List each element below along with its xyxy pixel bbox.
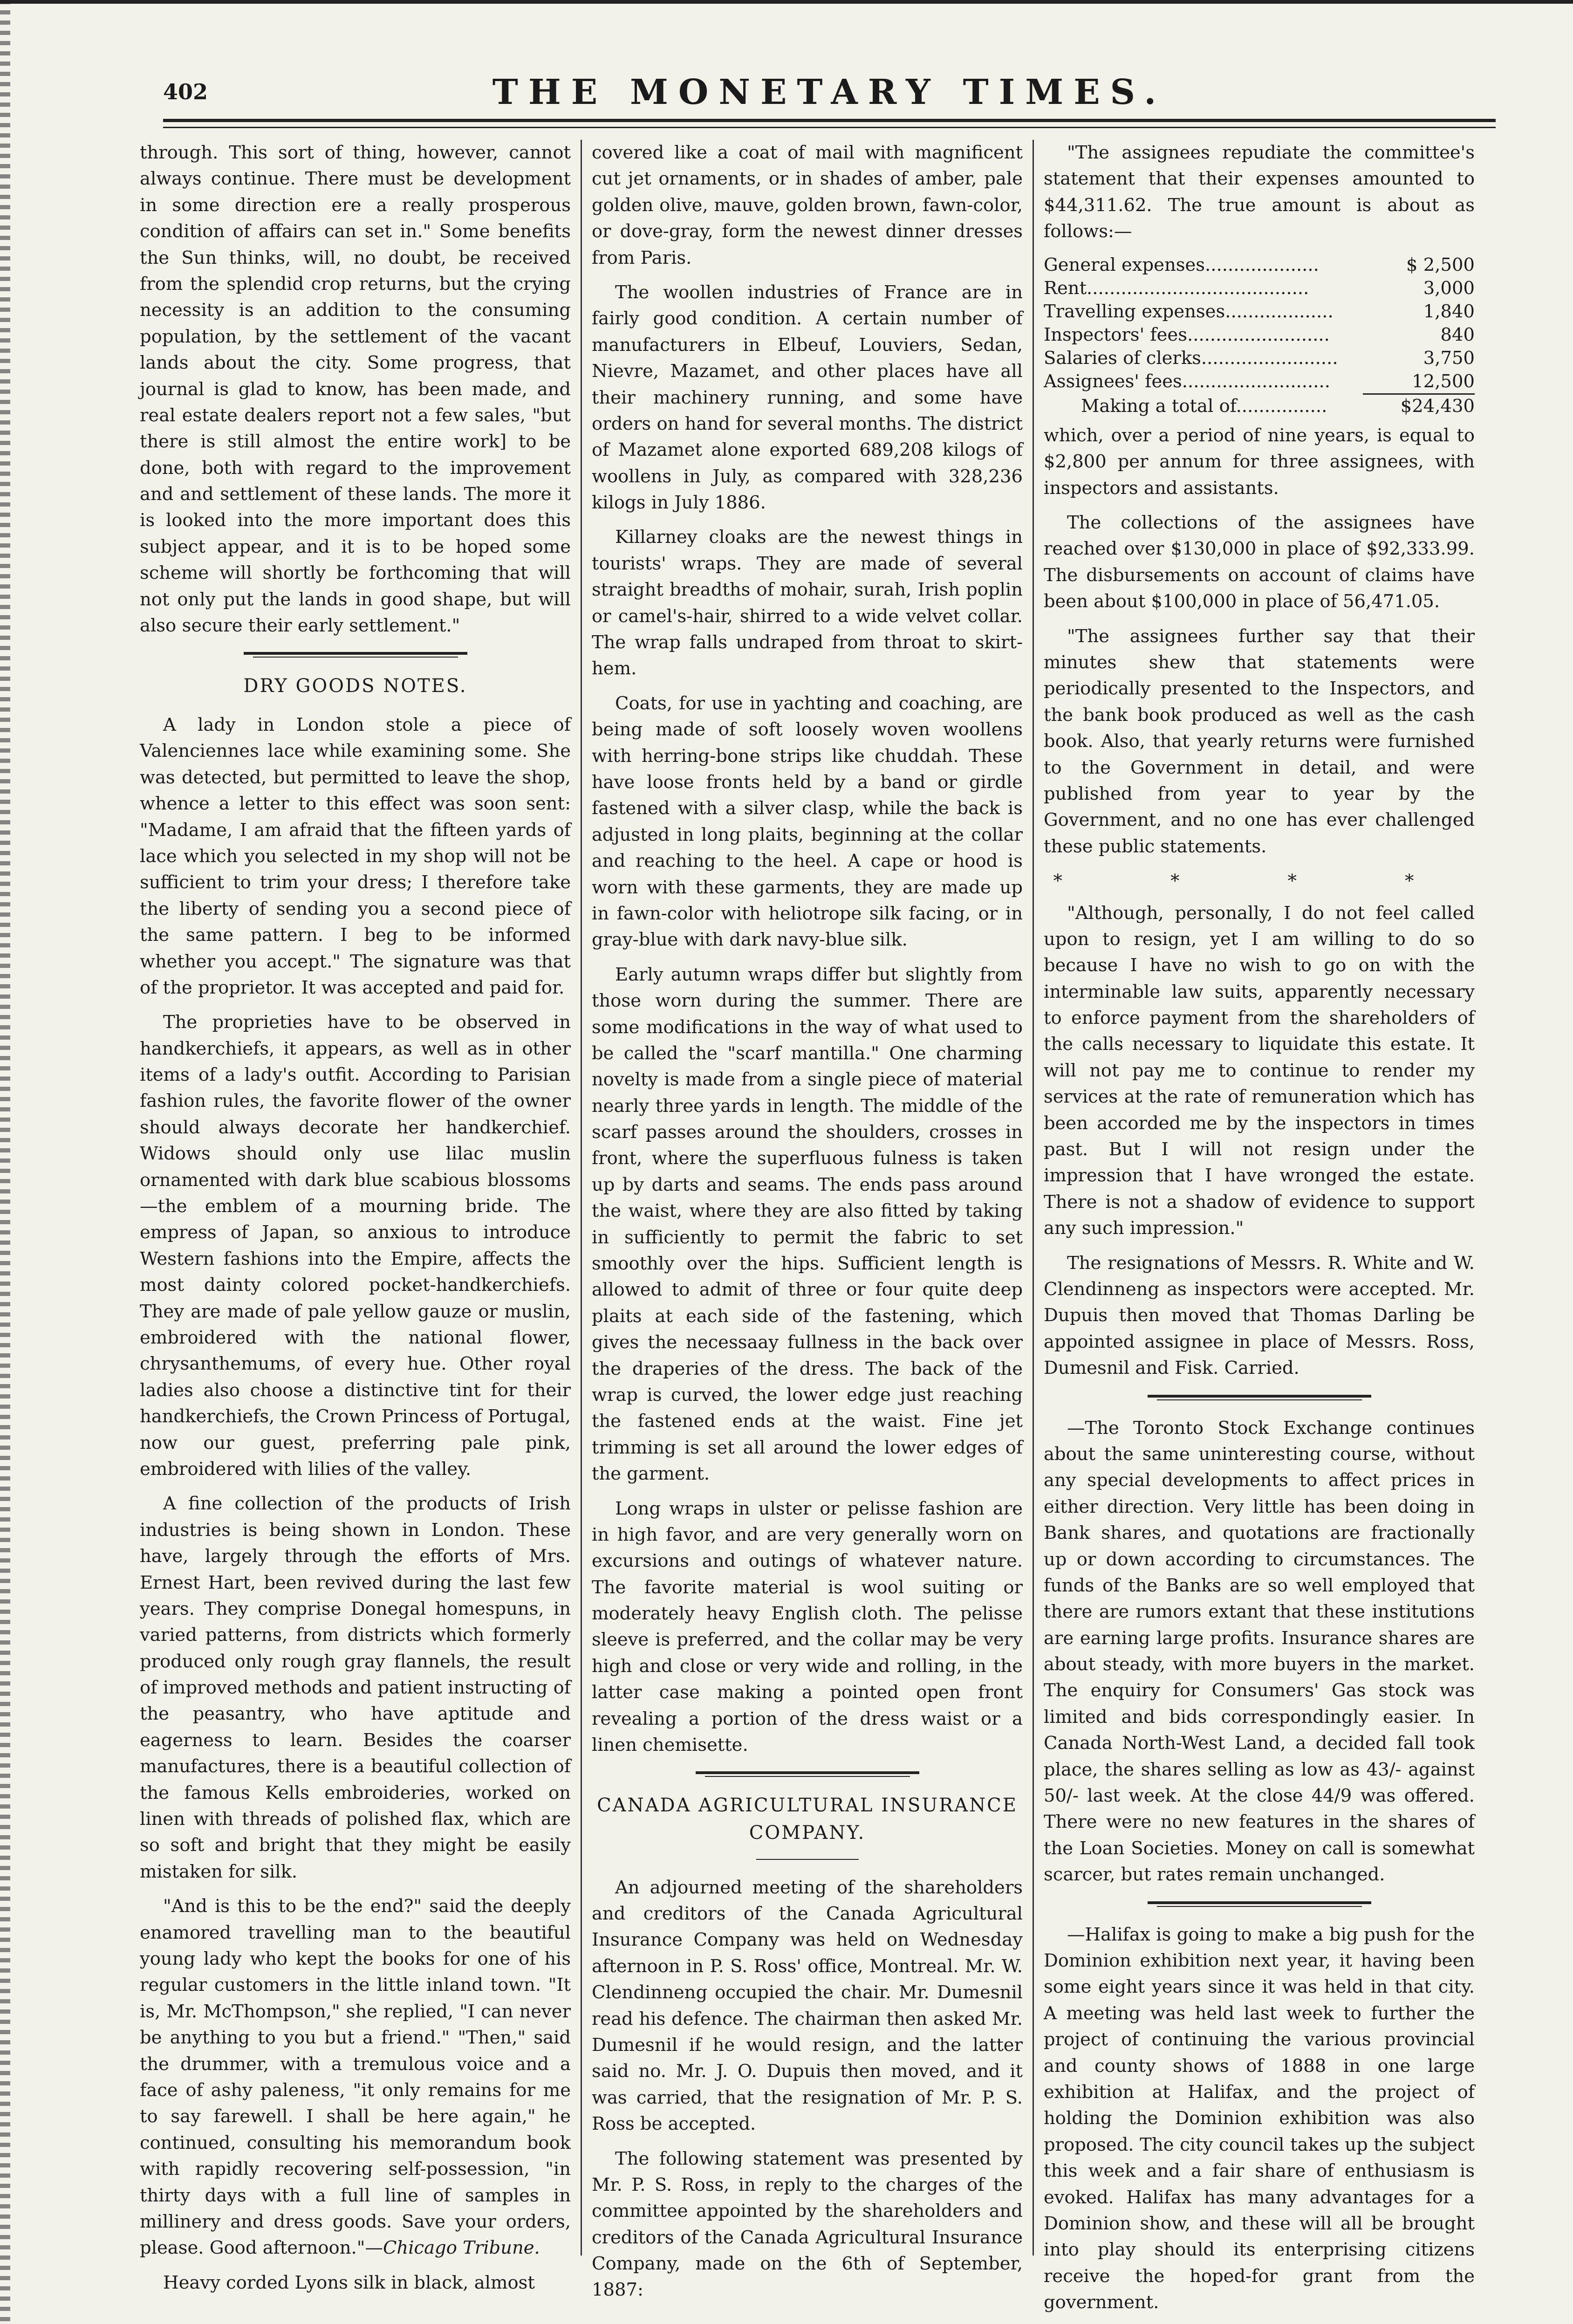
total-label: Making a total of................ (1081, 395, 1327, 417)
header-rule-thick (163, 119, 1496, 122)
ellipsis-stars: * * * * (1053, 871, 1465, 892)
expense-amount: 3,000 (1423, 277, 1475, 299)
article-paragraph: Killarney cloaks are the newest things in tourists' wraps. They are made of several straight breadths of mohair, surah, Irish poplin or camel's-hair, shirred to a wide velvet collar. The wrap falls undraped from throat to skirt-hem. (592, 527, 1023, 679)
table-row (1044, 323, 1475, 347)
expense-label: Rent....................................... (1044, 277, 1309, 299)
table-row (1044, 254, 1475, 277)
header-rule-thin (163, 127, 1496, 128)
expense-label: Travelling expenses................... (1044, 301, 1334, 322)
expense-amount: 840 (1440, 324, 1475, 345)
table-row (1044, 300, 1475, 323)
article-paragraph: Early autumn wraps differ but slightly from those worn during the summer. There are some modifications in the way of what used to be called the "scarf mantilla." One charming novelty is made from a single piece of material nearly three yards in length. The middle of the scarf passes around the shoulders, crosses in front, where the superfluous fulness is taken up by darts and seams. The ends pass around the waist, where they are also fitted by taking in sufficiently to permit the fabric to set smoothly over the hips. Sufficient length is allowed to admit of three or four quite deep plaits at each side of the fastening, which gives the necessaay fullness in the back over the draperies of the dress. The back of the wrap is curved, the lower edge just reaching the fastened ends at the waist. Fine jet trimming is set all around the lower edges of the garment. (592, 964, 1023, 1485)
article-paragraph: —Halifax is going to make a big push for the Dominion exhibition next year, it having been some eight years since it was held in that city. A meeting was held last week to further the project of continuing the various provincial and county shows of 1888 in one large exhibition at Halifax, and the project of holding the Dominion exhibition was also proposed. The city council takes up the subject this week and a fair share of enthusiasm is evoked. Halifax has many advantages for a Dominion show, and these will all be brought into play should its enterprising citizens receive the hoped-for grant from the government. (1044, 1924, 1475, 2313)
article-paragraph: which, over a period of nine years, is equal to $2,800 per annum for three assignees, with inspectors and assistants. (1044, 425, 1475, 499)
expense-label: General expenses.................... (1044, 254, 1319, 275)
article-paragraph: covered like a coat of mail with magnificent cut jet ornaments, or in shades of amber, pale golden olive, mauve, golden brown, fawn-color, or dove-gray, form the newest dinner dresses from Paris. (592, 142, 1023, 268)
article-paragraph: "The assignees further say that their minutes shew that statements were periodically presented to the Inspectors, and the bank book produced as well as the cash book. Also, that yearly returns were furnished to the Government in detail, and were published from year to year by the Government, and no one has ever challenged these public statements. (1044, 625, 1475, 857)
source-citation: Chicago Tribune. (383, 2237, 540, 2259)
article-paragraph: Coats, for use in yachting and coaching, are being made of soft loosely woven woollens with herring-bone strips like chuddah. These have loose fronts held by a band or girdle fastened with a silver clasp, while the back is adjusted in long plaits, beginning at the collar and reaching to the heel. A cape or hood is worn with these garments, they are made up in fawn-color with heliotrope silk facing, or in gray-blue with dark navy-blue silk. (592, 692, 1023, 951)
total-amount: $24,430 (1400, 395, 1475, 417)
section-separator (696, 1771, 919, 1778)
expense-label: Salaries of clerks........................ (1044, 347, 1338, 369)
total-row (1044, 395, 1475, 418)
article-paragraph: "Although, personally, I do not feel called upon to resign, yet I am willing to do so because I have no wish to go on with the interminable law suits, apparently necessary to enforce payment from the shareholders of the calls necessary to liquidate this estate. It will not pay me to continue to render my services at the rate of remuneration which has been accorded me by the inspectors in times past. But I will not resign under the impression that I have wronged the estate. There is not a shadow of evidence to support any such impression." (1044, 902, 1475, 1239)
article-paragraph: A lady in London stole a piece of Valenciennes lace while examining some. She was detected, but permitted to leave the shop, whence a letter to this effect was soon sent: "Madame, I am afraid that the fifteen yards of lace which you selected in my shop will not be sufficient to trim your dress; I therefore take the liberty of sending you a second piece of the same pattern. I beg to be informed whether you accept." The signature was that of the proprietor. It was accepted and paid for. (140, 714, 571, 998)
article-paragraph: through. This sort of thing, however, cannot always continue. There must be development in some direction ere a really prosperous condition of affairs can set in." Some benefits the Sun thinks, will, no doubt, be received from the splendid crop returns, but the crying necessity is an addition to the consuming population, by the settlement of the vacant lands about the city. Some progress, that journal is glad to know, has been made, and real estate dealers report not a few sales, "but there is still almost the entire work] to be done, both with regard to the improvement and and settlement of these lands. The more it is looked into the more important does this subject appear, and it is to be hoped some scheme will shortly be forthcoming that will not only put the lands in good shape, but will also secure their early settlement." (140, 142, 571, 637)
expenses-table (1044, 254, 1475, 418)
section-heading-insurance: CANADA AGRICULTURAL INSURANCE COMPANY. (597, 1795, 1018, 1844)
section-separator (1148, 1901, 1371, 1908)
expense-amount: $ 2,500 (1406, 254, 1475, 275)
column-right (1044, 140, 1475, 2324)
section-separator (1148, 1395, 1371, 1401)
page-number: 402 (163, 79, 208, 104)
column-divider-left (581, 140, 582, 2255)
expense-amount: 12,500 (1412, 370, 1475, 392)
article-paragraph: —The Toronto Stock Exchange continues about the same uninteresting course, without any special developments to affect prices in either direction. Very little has been doing in Bank shares, and quotations are fractionally up or down according to circumstances. The funds of the Banks are so well employed that there are rumors extant that these institutions are earning large profits. Insurance shares are about steady, with more buyers in the market. The enquiry for Consumers' Gas stock was limited and bids correspondingly easier. In Canada North-West Land, a decided fall took place, the shares selling as low as 43/- against 50/- last week. At the close 44/9 was offered. There were no new features in the shares of the Loan Societies. Money on call is somewhat scarcer, but rates remain unchanged. (1044, 1417, 1475, 1885)
article-paragraph: An adjourned meeting of the shareholders and creditors of the Canada Agricultural Insurance Company was held on Wednesday afternoon in P. S. Ross' office, Montreal. Mr. W. Clendinneng occupied the chair. Mr. Dumesnil read his defence. The chairman then asked Mr. Dumesnil if he would resign, and the latter said no. Mr. J. O. Dupuis then moved, and it was carried, that the resignation of Mr. P. S. Ross be accepted. (592, 1877, 1023, 2135)
publication-title: THE MONETARY TIMES. (492, 72, 1167, 112)
table-row (1044, 277, 1475, 300)
article-paragraph: The woollen industries of France are in fairly good condition. A certain number of manufacturers in Elbeuf, Louviers, Sedan, Nievre, Mazamet, and other places have all their machinery running, and some have orders on hand for several months. The district of Mazamet alone exported 689,208 kilogs of woollens in July, as compared with 328,236 kilogs in July 1886. (592, 281, 1023, 514)
section-separator (244, 652, 467, 658)
section-heading-dry-goods: DRY GOODS NOTES. (243, 675, 467, 697)
expense-amount: 3,750 (1423, 347, 1475, 369)
article-paragraph: The following statement was presented by Mr. P. S. Ross, in reply to the charges of the committee appointed by the shareholders and creditors of the Canada Agricultural Insurance Company, made on the 6th of September, 1887: (592, 2148, 1023, 2301)
table-row (1044, 370, 1475, 393)
article-paragraph: The resignations of Messrs. R. White and W. Clendinneng as inspectors were accepted. Mr. Dupuis then moved that Thomas Darling be appointed assignee in place of Messrs. Ross, Dumesnil and Fisk. Carried. (1044, 1252, 1475, 1379)
article-paragraph (140, 1893, 571, 2261)
scanned-page-edge (0, 0, 10, 2321)
table-row (1044, 347, 1475, 370)
article-paragraph: A fine collection of the products of Irish industries is being shown in London. These have, largely through the efforts of Mrs. Ernest Hart, been revived during the last few years. They comprise Donegal homespuns, in varied patterns, from districts which formerly produced only rough gray flannels, the result of improved methods and patient instructing of the peasantry, who have aptitude and eagerness to learn. Besides the coarser manufactures, there is a beautiful collection of the famous Kells embroideries, worked on linen with threads of polished flax, which are so soft and bright that they might be easily mistaken for silk. (140, 1493, 571, 1882)
column-divider-right (1033, 140, 1034, 2255)
heading-underline (756, 1859, 859, 1862)
article-paragraph: "The assignees repudiate the committee's statement that their expenses amounted to $44,311.62. The true amount is about as follows:— (1044, 142, 1475, 242)
article-paragraph: Heavy corded Lyons silk in black, almost (163, 2272, 535, 2293)
article-paragraph: The proprieties have to be observed in handkerchiefs, it appears, as well as in other items of a lady's outfit. According to Parisian fashion rules, the favorite flower of the owner should always decorate her handkerchief. Widows should only use lilac muslin ornamented with dark blue scabious blossoms—the emblem of a mourning bride. The empress of Japan, so anxious to introduce Western fashions into the Empire, affects the most dainty colored pocket-handkerchiefs. They are made of pale yellow gauze or muslin, embroidered with the national flower, chrysanthemums, of every hue. Other royal ladies also choose a distinctive tint for their handkerchiefs, the Crown Princess of Portugal, now our guest, preferring pale pink, embroidered with lilies of the valley. (140, 1012, 571, 1480)
expense-label: Inspectors' fees......................... (1044, 324, 1330, 345)
article-paragraph: The collections of the assignees have reached over $130,000 in place of $92,333.99. The disbursements on account of claims have been about $100,000 in place of 56,471.05. (1044, 512, 1475, 612)
column-middle (592, 140, 1023, 2312)
column-left (140, 140, 571, 2304)
expense-amount: 1,840 (1423, 301, 1475, 322)
anecdote-text: "And is this to be the end?" said the deeply enamored travelling man to the beautiful young lady who kept the books for one of his regular customers in the little inland town. "It is, Mr. McThompson," she replied, "I can never be anything to you but a friend." "Then," said the drummer, with a tremulous voice and a face of ashy paleness, "it only remains for me to say farewell. I shall be here again," he continued, consulting his memorandum book with rapidly recovering self-possession, "in thirty days with a full line of samples in millinery and dress goods. Save your orders, please. Good afternoon."— (140, 1896, 571, 2259)
top-border-rule (0, 0, 1573, 4)
expense-label: Assignees' fees.......................... (1044, 370, 1330, 392)
article-paragraph: Long wraps in ulster or pelisse fashion are in high favor, and are very generally worn on excursions and outings of whatever nature. The favorite material is wool suiting or moderately heavy English cloth. The pelisse sleeve is preferred, and the collar may be very high and close or very wide and rolling, in the latter case making a pointed open front revealing a portion of the dress waist or a linen chemisette. (592, 1498, 1023, 1756)
